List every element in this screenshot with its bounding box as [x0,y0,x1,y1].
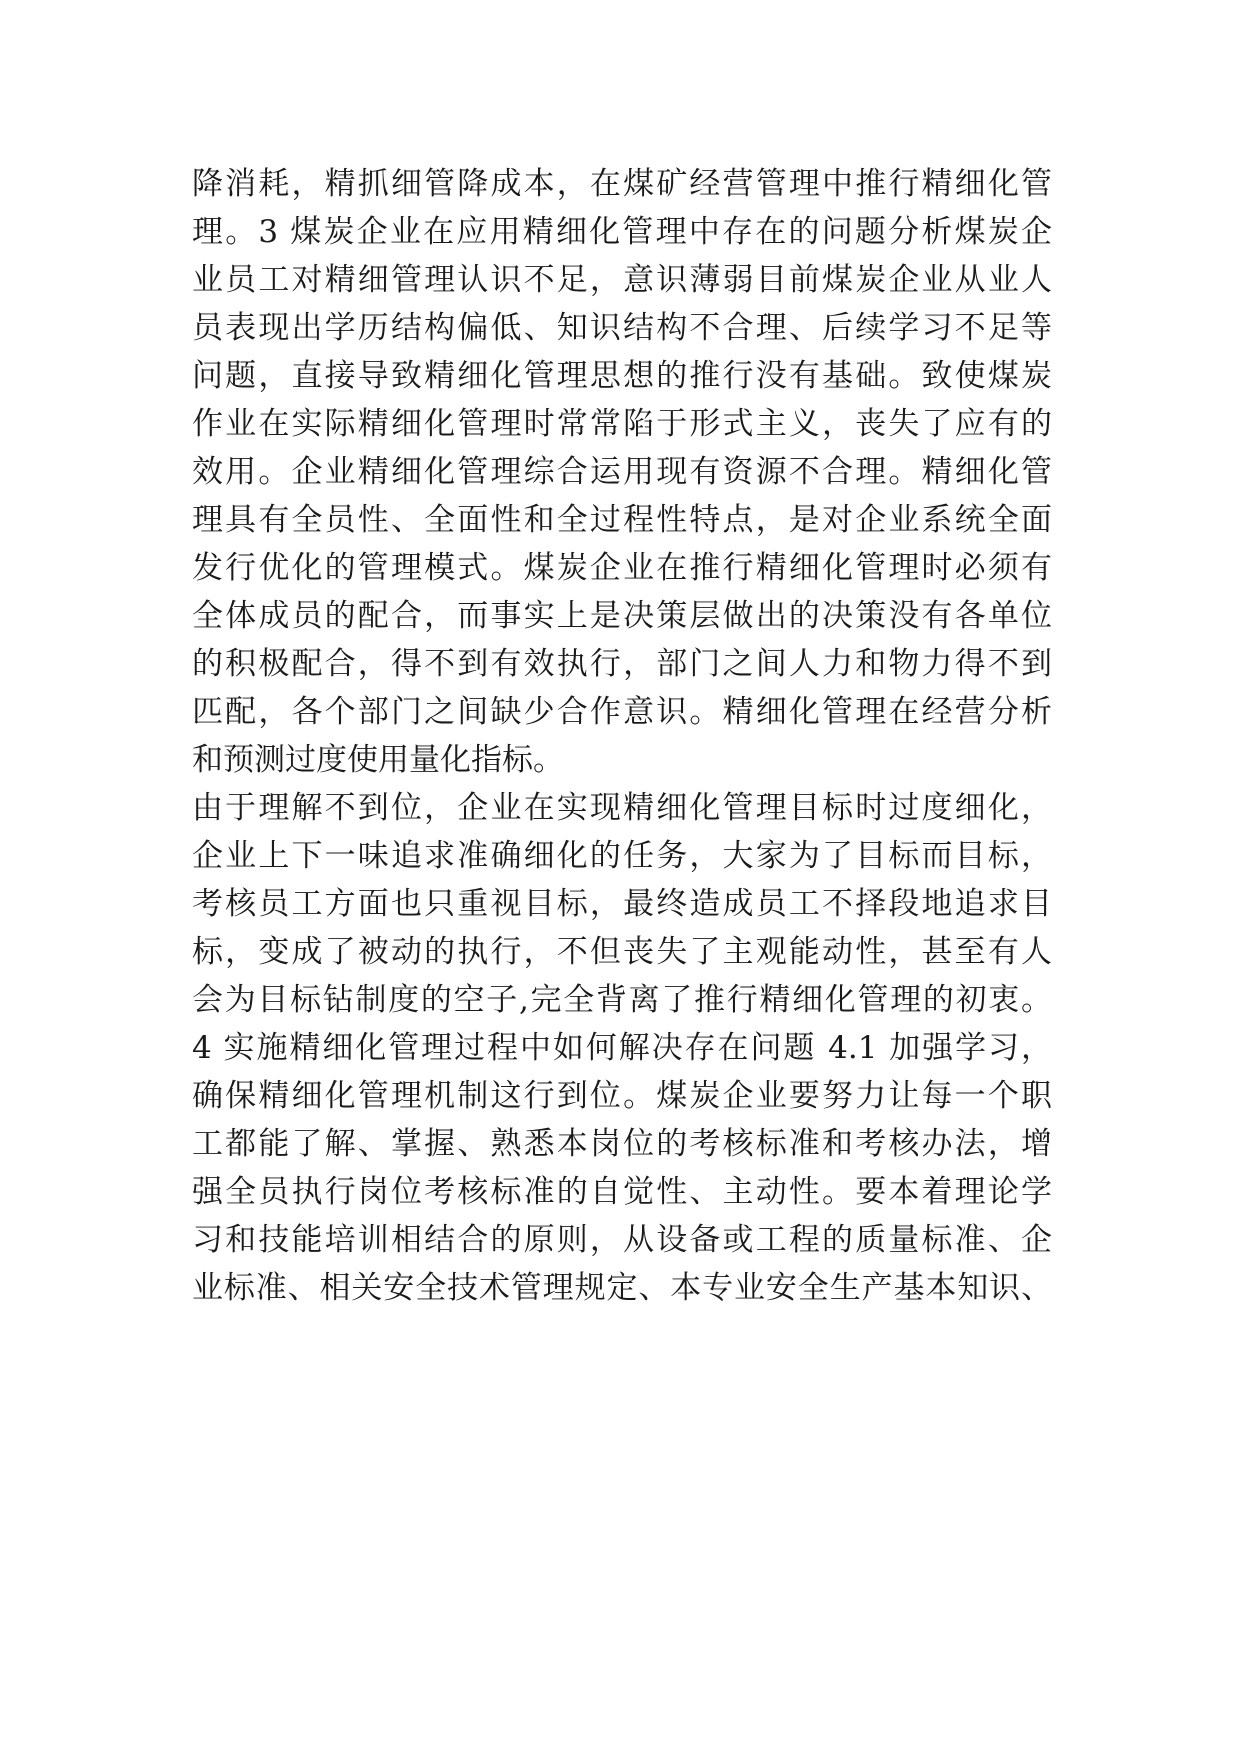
text-line: 理具有全员性、全面性和全过程性特点，是对企业系统全面 [192,502,1052,538]
text-line: 降消耗，精抓细管降成本，在煤矿经营管理中推行精细化管 [192,166,1052,202]
text-line: 业标准、相关安全技术管理规定、本专业安全生产基本知识、 [192,1270,1052,1306]
text-line: 的积极配合，得不到有效执行，部门之间人力和物力得不到 [192,646,1052,682]
text-line: 业员工对精细管理认识不足，意识薄弱目前煤炭企业从业人 [192,262,1052,298]
text-line: 和预测过度使用量化指标。 [192,742,564,778]
text-line: 工都能了解、掌握、熟悉本岗位的考核标准和考核办法，增 [192,1126,1052,1162]
text-line: 作业在实际精细化管理时常常陷于形式主义，丧失了应有的 [192,406,1052,442]
text-line: 问题，直接导致精细化管理思想的推行没有基础。致使煤炭 [192,358,1052,394]
text-line: 理。3 煤炭企业在应用精细化管理中存在的问题分析煤炭企 [192,214,1052,250]
body-text [192,160,1052,1312]
text-line: 标，变成了被动的执行，不但丧失了主观能动性，甚至有人 [192,934,1052,970]
text-line: 匹配，各个部门之间缺少合作意识。精细化管理在经营分析 [192,694,1052,730]
text-line: 强全员执行岗位考核标准的自觉性、主动性。要本着理论学 [192,1174,1052,1210]
text-line: 4 实施精细化管理过程中如何解决存在问题 4.1 加强学习， [192,1030,1052,1066]
text-line: 考核员工方面也只重视目标，最终造成员工不择段地追求目 [192,886,1052,922]
text-line: 发行优化的管理模式。煤炭企业在推行精细化管理时必须有 [192,550,1052,586]
text-line: 会为目标钻制度的空子,完全背离了推行精细化管理的初衷。 [192,982,1052,1018]
text-line: 企业上下一味追求准确细化的任务，大家为了目标而目标， [192,838,1052,874]
text-line: 由于理解不到位，企业在实现精细化管理目标时过度细化， [192,790,1052,826]
text-line: 确保精细化管理机制这行到位。煤炭企业要努力让每一个职 [192,1078,1052,1114]
text-line: 习和技能培训相结合的原则，从设备或工程的质量标准、企 [192,1222,1052,1258]
text-line: 员表现出学历结构偏低、知识结构不合理、后续学习不足等 [192,310,1052,346]
text-line: 全体成员的配合，而事实上是决策层做出的决策没有各单位 [192,598,1052,634]
text-line: 效用。企业精细化管理综合运用现有资源不合理。精细化管 [192,454,1052,490]
